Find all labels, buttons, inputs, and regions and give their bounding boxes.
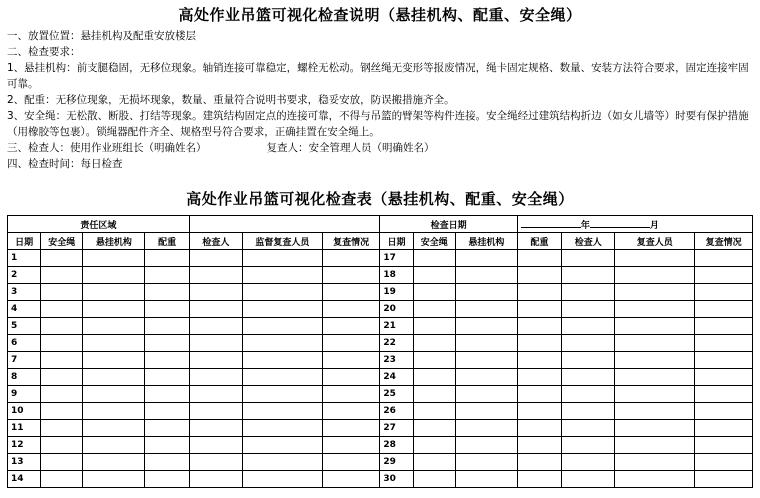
entry-cell[interactable]: [83, 318, 145, 335]
entry-cell[interactable]: [322, 386, 380, 403]
entry-cell[interactable]: [695, 335, 753, 352]
page-title: 高处作业吊篮可视化检查说明（悬挂机构、配重、安全绳）: [178, 6, 582, 24]
entry-cell[interactable]: [695, 386, 753, 403]
entry-cell[interactable]: [455, 454, 517, 471]
day-number: 20: [380, 301, 413, 318]
entry-cell[interactable]: [242, 403, 322, 420]
day-number: 4: [8, 301, 41, 318]
column-header: 悬挂机构: [83, 233, 145, 250]
entry-cell[interactable]: [242, 284, 322, 301]
entry-cell[interactable]: [242, 454, 322, 471]
column-header: 安全绳: [413, 233, 455, 250]
entry-cell[interactable]: [455, 267, 517, 284]
entry-cell[interactable]: [242, 318, 322, 335]
instructions: [7, 28, 755, 172]
day-number: 30: [380, 471, 413, 488]
entry-cell[interactable]: [517, 454, 561, 471]
table-title: 高处作业吊篮可视化检查表（悬挂机构、配重、安全绳）: [186, 190, 574, 208]
entry-cell[interactable]: [615, 352, 695, 369]
column-header: 复查情况: [695, 233, 753, 250]
entry-cell[interactable]: [517, 437, 561, 454]
entry-cell[interactable]: [145, 352, 189, 369]
entry-cell[interactable]: [322, 369, 380, 386]
entry-cell[interactable]: [189, 301, 242, 318]
entry-cell[interactable]: [455, 471, 517, 488]
entry-cell[interactable]: [242, 250, 322, 267]
entry-cell[interactable]: [322, 403, 380, 420]
entry-cell[interactable]: [413, 403, 455, 420]
entry-cell[interactable]: [517, 335, 561, 352]
entry-cell[interactable]: [189, 250, 242, 267]
entry-cell[interactable]: [413, 301, 455, 318]
column-header: 配重: [145, 233, 189, 250]
table-header-row-2: [8, 233, 753, 250]
entry-cell[interactable]: [242, 420, 322, 437]
column-header: 日期: [8, 233, 41, 250]
entry-cell[interactable]: [517, 386, 561, 403]
entry-cell[interactable]: [41, 284, 83, 301]
entry-cell[interactable]: [145, 284, 189, 301]
day-number: 25: [380, 386, 413, 403]
entry-cell[interactable]: [322, 318, 380, 335]
entry-cell[interactable]: [145, 267, 189, 284]
entry-cell[interactable]: [517, 471, 561, 488]
table-row: [8, 403, 753, 420]
entry-cell[interactable]: [83, 454, 145, 471]
entry-cell[interactable]: [189, 267, 242, 284]
entry-cell[interactable]: [145, 420, 189, 437]
table-row: [8, 352, 753, 369]
entry-cell[interactable]: [189, 284, 242, 301]
day-number: 26: [380, 403, 413, 420]
entry-cell[interactable]: [695, 437, 753, 454]
column-header: 检查人: [189, 233, 242, 250]
day-number: 21: [380, 318, 413, 335]
table-row: [8, 454, 753, 471]
year-label: 年: [580, 220, 590, 231]
entry-cell[interactable]: [189, 318, 242, 335]
entry-cell[interactable]: [695, 420, 753, 437]
entry-cell[interactable]: [145, 369, 189, 386]
entry-cell[interactable]: [145, 471, 189, 488]
table-row: [8, 335, 753, 352]
date-label: 检查日期: [380, 216, 517, 233]
entry-cell[interactable]: [322, 420, 380, 437]
entry-cell[interactable]: [242, 369, 322, 386]
entry-cell[interactable]: [189, 454, 242, 471]
entry-cell[interactable]: [695, 284, 753, 301]
column-header: 监督复查人员: [242, 233, 322, 250]
entry-cell[interactable]: [413, 335, 455, 352]
entry-cell[interactable]: [517, 284, 561, 301]
entry-cell[interactable]: [455, 420, 517, 437]
entry-cell[interactable]: [455, 250, 517, 267]
day-number: 22: [380, 335, 413, 352]
entry-cell[interactable]: [83, 284, 145, 301]
requirement-safety-rope: 3、安全绳：无松散、断股、打结等现象。建筑结构固定点的连接可靠，不得与吊篮的臂架等构件连接。安全绳经过建筑结构折边（如女儿墙等）时要有保护措施（用橡胶等包裹）。锁绳器配件齐全、规格型号符合要求，正确挂置在安全绳上。: [7, 110, 749, 138]
requirements-heading: 二、检查要求：: [7, 46, 81, 58]
entry-cell[interactable]: [242, 301, 322, 318]
entry-cell[interactable]: [455, 318, 517, 335]
entry-cell[interactable]: [615, 318, 695, 335]
day-number: 14: [8, 471, 41, 488]
entry-cell[interactable]: [695, 301, 753, 318]
entry-cell[interactable]: [615, 420, 695, 437]
table-row: [8, 318, 753, 335]
entry-cell[interactable]: [322, 437, 380, 454]
entry-cell[interactable]: [455, 437, 517, 454]
area-value-cell[interactable]: [189, 216, 380, 233]
entry-cell[interactable]: [562, 335, 615, 352]
table-row: [8, 369, 753, 386]
requirement-counterweight: 2、配重：无移位现象，无损坏现象，数量、重量符合说明书要求，稳妥安放，防误搬措施齐全。: [7, 94, 455, 106]
column-header: 检查人: [562, 233, 615, 250]
table-header-row-1: [8, 216, 753, 233]
day-number: 1: [8, 250, 41, 267]
entry-cell[interactable]: [189, 335, 242, 352]
table-row: [8, 420, 753, 437]
entry-cell[interactable]: [413, 250, 455, 267]
day-number: 13: [8, 454, 41, 471]
table-row: [8, 267, 753, 284]
day-number: 18: [380, 267, 413, 284]
entry-cell[interactable]: [41, 471, 83, 488]
entry-cell[interactable]: [41, 335, 83, 352]
entry-cell[interactable]: [145, 250, 189, 267]
entry-cell[interactable]: [695, 318, 753, 335]
table-row: [8, 284, 753, 301]
entry-cell[interactable]: [242, 471, 322, 488]
entry-cell[interactable]: [83, 471, 145, 488]
entry-cell[interactable]: [413, 267, 455, 284]
day-number: 3: [8, 284, 41, 301]
entry-cell[interactable]: [562, 420, 615, 437]
day-number: 12: [8, 437, 41, 454]
entry-cell[interactable]: [562, 301, 615, 318]
entry-cell[interactable]: [413, 352, 455, 369]
entry-cell[interactable]: [615, 403, 695, 420]
day-number: 2: [8, 267, 41, 284]
entry-cell[interactable]: [41, 403, 83, 420]
entry-cell[interactable]: [83, 301, 145, 318]
day-number: 10: [8, 403, 41, 420]
entry-cell[interactable]: [322, 284, 380, 301]
entry-cell[interactable]: [562, 437, 615, 454]
entry-cell[interactable]: [695, 369, 753, 386]
entry-cell[interactable]: [562, 318, 615, 335]
entry-cell[interactable]: [41, 352, 83, 369]
entry-cell[interactable]: [41, 437, 83, 454]
entry-cell[interactable]: [322, 471, 380, 488]
entry-cell[interactable]: [242, 352, 322, 369]
entry-cell[interactable]: [41, 454, 83, 471]
day-number: 28: [380, 437, 413, 454]
inspector-text: 三、检查人：使用作业班组长（明确姓名）: [7, 142, 207, 154]
entry-cell[interactable]: [145, 437, 189, 454]
entry-cell[interactable]: [615, 471, 695, 488]
entry-cell[interactable]: [455, 335, 517, 352]
column-header: 安全绳: [41, 233, 83, 250]
entry-cell[interactable]: [41, 301, 83, 318]
entry-cell[interactable]: [413, 471, 455, 488]
entry-cell[interactable]: [517, 352, 561, 369]
entry-cell[interactable]: [145, 386, 189, 403]
entry-cell[interactable]: [455, 369, 517, 386]
column-header: 日期: [380, 233, 413, 250]
entry-cell[interactable]: [145, 301, 189, 318]
entry-cell[interactable]: [189, 369, 242, 386]
entry-cell[interactable]: [562, 284, 615, 301]
entry-cell[interactable]: [562, 369, 615, 386]
entry-cell[interactable]: [615, 267, 695, 284]
entry-cell[interactable]: [322, 267, 380, 284]
day-number: 19: [380, 284, 413, 301]
day-number: 5: [8, 318, 41, 335]
entry-cell[interactable]: [41, 250, 83, 267]
entry-cell[interactable]: [695, 403, 753, 420]
requirement-suspension: 1、悬挂机构：前支腿稳固，无移位现象。轴销连接可靠稳定，螺栓无松动。钢丝绳无变形等报废情况，绳卡固定规格、数量、安装方法符合要求，固定连接牢固可靠。: [7, 62, 749, 90]
entry-cell[interactable]: [413, 284, 455, 301]
entry-cell[interactable]: [413, 437, 455, 454]
entry-cell[interactable]: [455, 301, 517, 318]
entry-cell[interactable]: [322, 352, 380, 369]
entry-cell[interactable]: [189, 471, 242, 488]
entry-cell[interactable]: [615, 454, 695, 471]
entry-cell[interactable]: [145, 318, 189, 335]
placement-line: 一、放置位置：悬挂机构及配重安放楼层: [7, 30, 196, 42]
table-row: [8, 471, 753, 488]
entry-cell[interactable]: [615, 284, 695, 301]
entry-cell[interactable]: [145, 335, 189, 352]
inspection-table: [7, 215, 753, 488]
entry-cell[interactable]: [83, 335, 145, 352]
day-number: 9: [8, 386, 41, 403]
entry-cell[interactable]: [562, 267, 615, 284]
entry-cell[interactable]: [562, 403, 615, 420]
entry-cell[interactable]: [562, 250, 615, 267]
entry-cell[interactable]: [562, 352, 615, 369]
year-month-cell[interactable]: [517, 216, 752, 233]
entry-cell[interactable]: [41, 420, 83, 437]
table-row: [8, 437, 753, 454]
day-number: 7: [8, 352, 41, 369]
entry-cell[interactable]: [695, 250, 753, 267]
entry-cell[interactable]: [615, 437, 695, 454]
entry-cell[interactable]: [41, 386, 83, 403]
entry-cell[interactable]: [517, 369, 561, 386]
column-header: 复查情况: [322, 233, 380, 250]
reviewer-text: 复查人：安全管理人员（明确姓名）: [266, 142, 435, 154]
entry-cell[interactable]: [322, 335, 380, 352]
entry-cell[interactable]: [41, 318, 83, 335]
day-number: 29: [380, 454, 413, 471]
entry-cell[interactable]: [189, 386, 242, 403]
entry-cell[interactable]: [455, 386, 517, 403]
entry-cell[interactable]: [517, 301, 561, 318]
column-header: 配重: [517, 233, 561, 250]
entry-cell[interactable]: [322, 454, 380, 471]
entry-cell[interactable]: [41, 369, 83, 386]
entry-cell[interactable]: [189, 437, 242, 454]
day-number: 24: [380, 369, 413, 386]
entry-cell[interactable]: [189, 352, 242, 369]
entry-cell[interactable]: [413, 386, 455, 403]
entry-cell[interactable]: [517, 420, 561, 437]
table-row: [8, 301, 753, 318]
entry-cell[interactable]: [517, 250, 561, 267]
entry-cell[interactable]: [695, 454, 753, 471]
entry-cell[interactable]: [517, 403, 561, 420]
entry-cell[interactable]: [83, 420, 145, 437]
entry-cell[interactable]: [83, 386, 145, 403]
entry-cell[interactable]: [413, 454, 455, 471]
entry-cell[interactable]: [242, 386, 322, 403]
entry-cell[interactable]: [83, 352, 145, 369]
entry-cell[interactable]: [413, 420, 455, 437]
entry-cell[interactable]: [83, 403, 145, 420]
entry-cell[interactable]: [322, 250, 380, 267]
table-row: [8, 386, 753, 403]
entry-cell[interactable]: [455, 403, 517, 420]
day-number: 11: [8, 420, 41, 437]
entry-cell[interactable]: [83, 250, 145, 267]
entry-cell[interactable]: [145, 454, 189, 471]
day-number: 23: [380, 352, 413, 369]
entry-cell[interactable]: [562, 454, 615, 471]
entry-cell[interactable]: [517, 267, 561, 284]
entry-cell[interactable]: [615, 386, 695, 403]
entry-cell[interactable]: [83, 437, 145, 454]
month-label: 月: [649, 220, 659, 231]
day-number: 8: [8, 369, 41, 386]
entry-cell[interactable]: [615, 250, 695, 267]
entry-cell[interactable]: [455, 352, 517, 369]
entry-cell[interactable]: [145, 403, 189, 420]
entry-cell[interactable]: [695, 471, 753, 488]
check-time-line: 四、检查时间：每日检查: [7, 158, 123, 170]
inspector-line: [7, 140, 755, 156]
day-number: 17: [380, 250, 413, 267]
table-body: [8, 216, 753, 488]
entry-cell[interactable]: [413, 369, 455, 386]
entry-cell[interactable]: [189, 403, 242, 420]
entry-cell[interactable]: [695, 267, 753, 284]
area-label: 责任区域: [8, 216, 190, 233]
entry-cell[interactable]: [562, 386, 615, 403]
entry-cell[interactable]: [189, 420, 242, 437]
entry-cell[interactable]: [413, 318, 455, 335]
entry-cell[interactable]: [615, 301, 695, 318]
entry-cell[interactable]: [517, 318, 561, 335]
entry-cell[interactable]: [242, 335, 322, 352]
entry-cell[interactable]: [83, 267, 145, 284]
entry-cell[interactable]: [83, 369, 145, 386]
entry-cell[interactable]: [615, 335, 695, 352]
entry-cell[interactable]: [41, 267, 83, 284]
entry-cell[interactable]: [695, 352, 753, 369]
entry-cell[interactable]: [242, 267, 322, 284]
column-header: 复查人员: [615, 233, 695, 250]
entry-cell[interactable]: [562, 471, 615, 488]
table-row: [8, 250, 753, 267]
entry-cell[interactable]: [322, 301, 380, 318]
entry-cell[interactable]: [242, 437, 322, 454]
entry-cell[interactable]: [455, 284, 517, 301]
day-number: 6: [8, 335, 41, 352]
column-header: 悬挂机构: [455, 233, 517, 250]
day-number: 27: [380, 420, 413, 437]
entry-cell[interactable]: [615, 369, 695, 386]
